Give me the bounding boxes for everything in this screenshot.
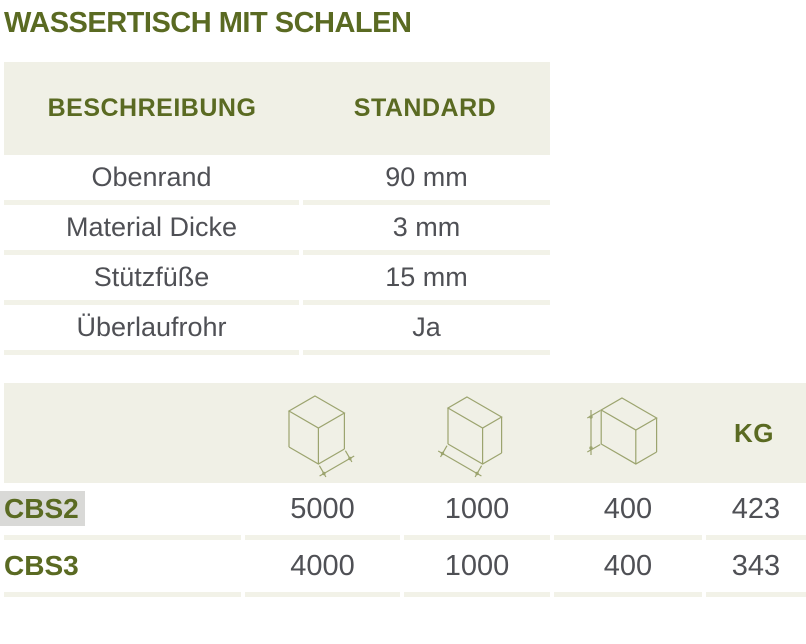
header-beschreibung: BESCHREIBUNG — [47, 94, 257, 122]
row-value: 15 mm — [303, 255, 550, 305]
table-row — [4, 540, 806, 597]
row-label: Obenrand — [4, 155, 299, 205]
row-value: Ja — [303, 305, 550, 355]
row-value: 90 mm — [303, 155, 550, 205]
weight-value: 423 — [706, 483, 806, 540]
header-kg: KG — [734, 418, 774, 448]
weight-value: 343 — [706, 540, 806, 597]
table-row — [4, 205, 550, 255]
table-row — [4, 483, 806, 540]
dimensions-table-header — [4, 383, 806, 483]
height-value: 400 — [554, 483, 702, 540]
row-value: 3 mm — [303, 205, 550, 255]
model-cell — [4, 483, 241, 540]
box-width-icon — [421, 390, 521, 482]
width-value: 1000 — [404, 540, 550, 597]
row-label: Stützfüße — [4, 255, 299, 305]
table-row — [4, 255, 550, 305]
length-value: 4000 — [245, 540, 400, 597]
specification-table — [4, 62, 550, 355]
model-name: CBS3 — [4, 550, 79, 581]
width-value: 1000 — [404, 483, 550, 540]
header-standard: STANDARD — [353, 94, 497, 122]
row-label: Überlaufrohr — [4, 305, 299, 355]
specification-table-header — [4, 62, 550, 155]
table-row — [4, 305, 550, 355]
box-height-icon — [572, 390, 672, 482]
height-value: 400 — [554, 540, 702, 597]
table-row — [4, 155, 550, 205]
model-cell — [4, 540, 241, 597]
dimensions-table — [4, 383, 806, 597]
row-label: Material Dicke — [4, 205, 299, 255]
model-name-highlighted: CBS2 — [0, 491, 85, 526]
box-length-icon — [266, 390, 366, 482]
page-title: WASSERTISCH MIT SCHALEN — [4, 7, 412, 39]
length-value: 5000 — [245, 483, 400, 540]
